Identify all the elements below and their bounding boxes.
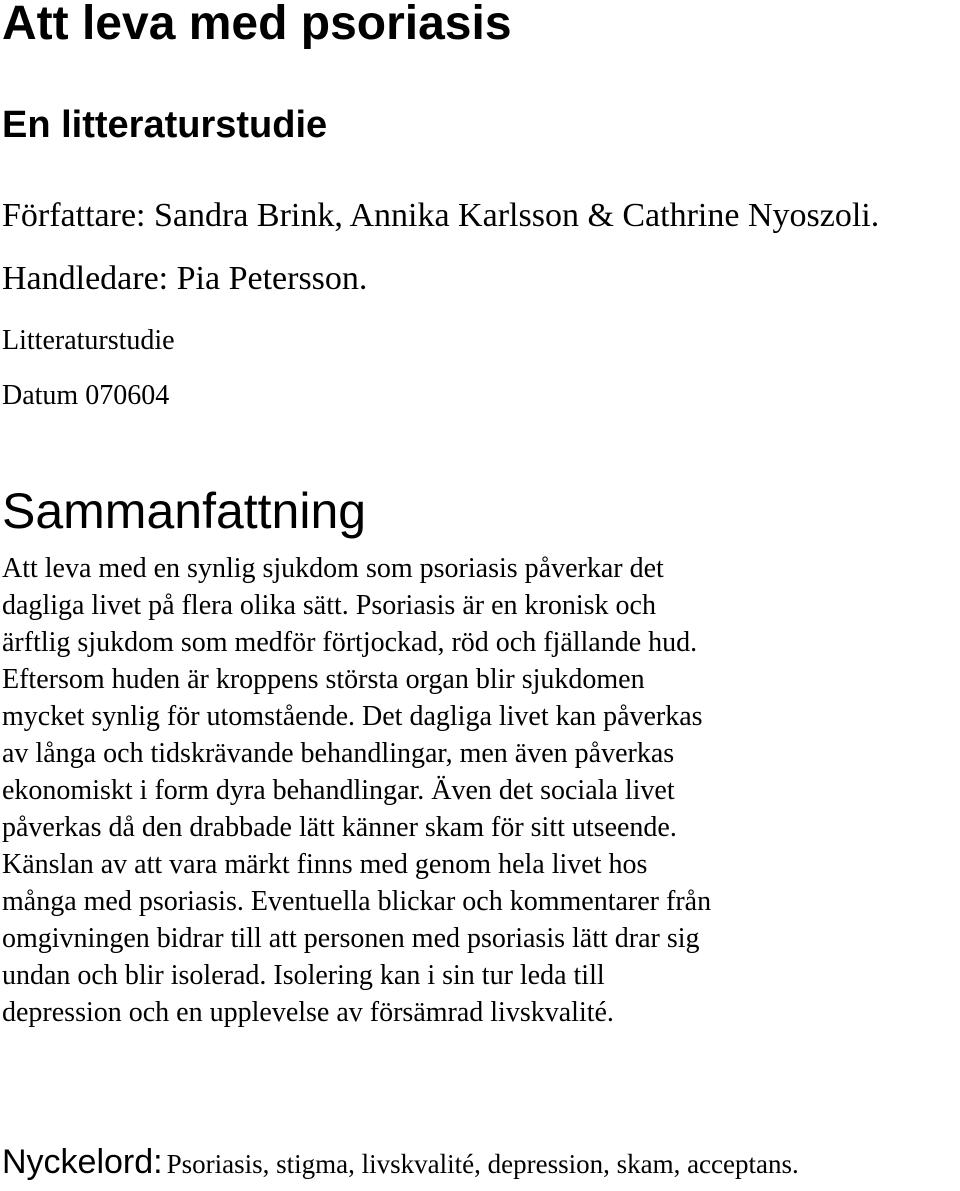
keywords-values: Psoriasis, stigma, livskvalité, depression, skam, acceptans. <box>166 1149 799 1179</box>
document-type: Litteraturstudie <box>2 325 175 356</box>
abstract-line: Eftersom huden är kroppens största organ blir sjukdomen <box>2 664 645 695</box>
abstract-line: omgivningen bidrar till att personen med psoriasis lätt drar sig <box>2 923 700 954</box>
keywords-line <box>2 1140 799 1191</box>
abstract-line: ekonomiskt i form dyra behandlingar. Även det sociala livet <box>2 775 675 806</box>
abstract-line: påverkas då den drabbade lätt känner skam för sitt utseende. <box>2 812 677 843</box>
abstract-line: av långa och tidskrävande behandlingar, men även påverkas <box>2 738 675 769</box>
keywords-label: Nyckelord: <box>2 1143 163 1181</box>
abstract-line: mycket synlig för utomstående. Det dagliga livet kan påverkas <box>2 701 703 732</box>
abstract-line: undan och blir isolerad. Isolering kan i sin tur leda till <box>2 960 605 991</box>
abstract-line: många med psoriasis. Eventuella blickar och kommentarer från <box>2 886 712 917</box>
abstract-line: depression och en upplevelse av försämrad livskvalité. <box>2 997 614 1028</box>
document-title: Att leva med psoriasis <box>2 0 512 50</box>
document-date: Datum 070604 <box>2 380 170 411</box>
document-subtitle: En litteraturstudie <box>2 104 328 146</box>
abstract-line: ärftlig sjukdom som medför förtjockad, röd och fjällande hud. <box>2 627 698 658</box>
abstract-line: Att leva med en synlig sjukdom som psoriasis påverkar det <box>2 553 664 584</box>
abstract-body <box>2 550 952 1031</box>
abstract-heading: Sammanfattning <box>2 483 367 539</box>
supervisor-line: Handledare: Pia Petersson. <box>2 260 368 297</box>
abstract-line: dagliga livet på flera olika sätt. Psoriasis är en kronisk och <box>2 590 656 621</box>
abstract-line: Känslan av att vara märkt finns med genom hela livet hos <box>2 849 648 880</box>
authors-line: Författare: Sandra Brink, Annika Karlsson & Cathrine Nyoszoli. <box>2 197 880 234</box>
